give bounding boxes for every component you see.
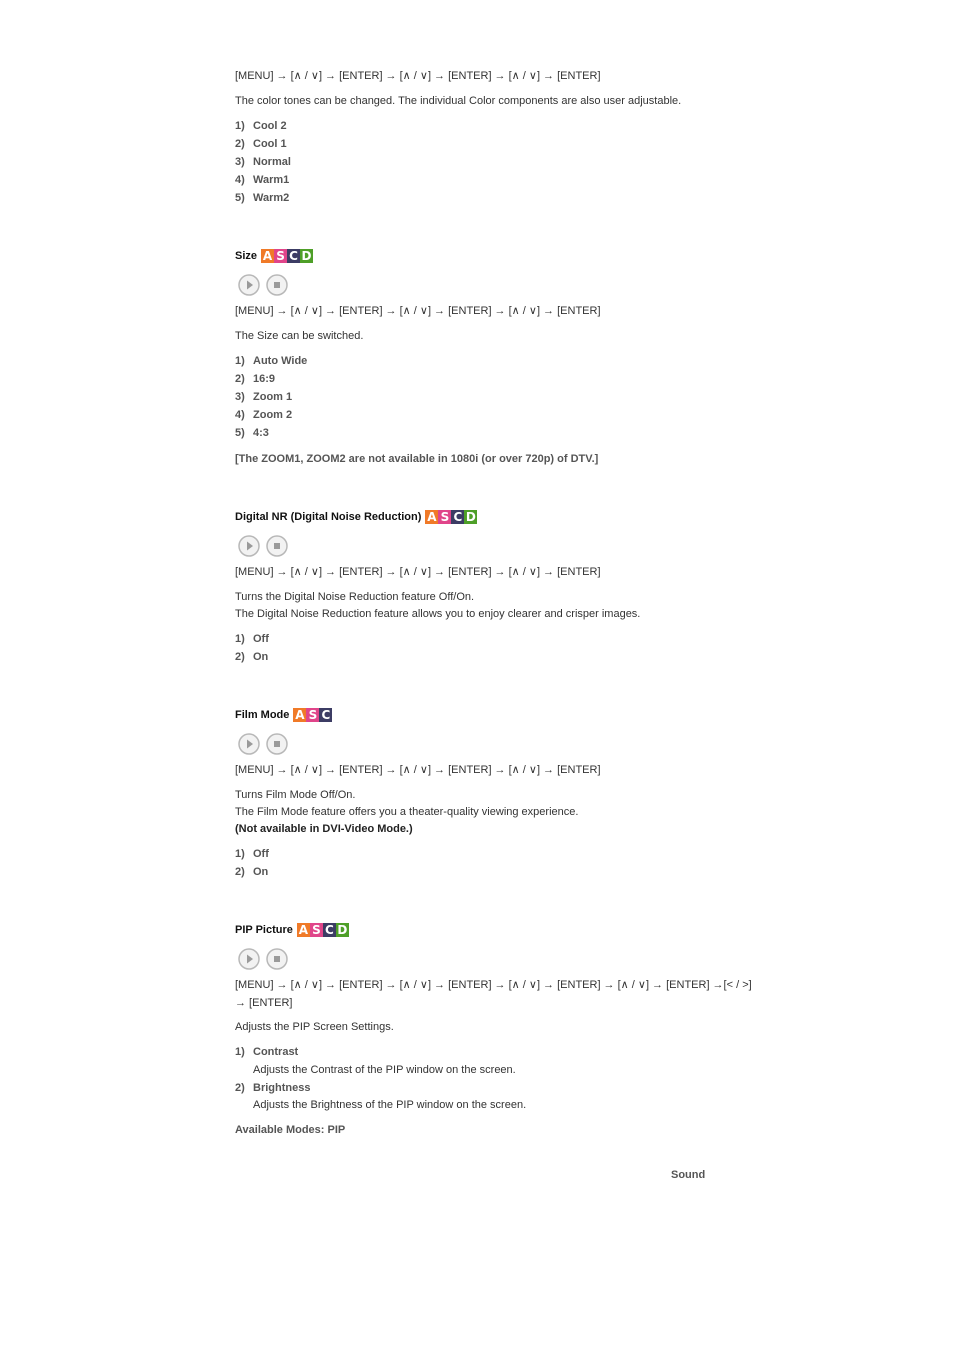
option-label: Warm1 — [253, 174, 290, 186]
option-number: 3) — [235, 156, 245, 168]
dnr-menu-path: [MENU] → [∧ / ∨] → [ENTER] → [∧ / ∨] → [ENTER] → [∧ / ∨] → [ENTER] — [235, 566, 601, 578]
option-label: Off — [253, 848, 269, 860]
mode-badge-s: S — [310, 923, 323, 937]
option-item — [235, 119, 287, 133]
option-label: Warm2 — [253, 192, 290, 204]
option-label: Brightness — [253, 1082, 311, 1094]
option-number: 4) — [235, 174, 245, 186]
mode-badge-d: D — [337, 923, 348, 937]
stop-icon[interactable] — [266, 948, 288, 970]
option-item — [235, 390, 292, 404]
mode-badge-d: D — [465, 510, 476, 524]
play-icon[interactable] — [238, 535, 260, 557]
pip-heading — [235, 922, 349, 938]
colortone-menu-path: [MENU] → [∧ / ∨] → [ENTER] → [∧ / ∨] → [ENTER] → [∧ / ∨] → [ENTER] — [235, 70, 601, 82]
option-label: Zoom 1 — [253, 391, 293, 403]
pip-available-modes: Available Modes: PIP — [235, 1124, 346, 1136]
next-section-link[interactable]: Sound — [671, 1169, 706, 1181]
size-menu-path: [MENU] → [∧ / ∨] → [ENTER] → [∧ / ∨] → [ENTER] → [∧ / ∨] → [ENTER] — [235, 305, 601, 317]
option-number: 5) — [235, 192, 245, 204]
option-item — [235, 650, 268, 664]
mode-badge-c: C — [323, 923, 336, 937]
option-label: On — [253, 651, 269, 663]
film-note: (Not available in DVI-Video Mode.) — [235, 823, 413, 835]
play-icon[interactable] — [238, 733, 260, 755]
option-item — [235, 1081, 310, 1095]
dnr-heading — [235, 509, 477, 525]
option-description: Adjusts the Contrast of the PIP window on the screen. — [253, 1064, 516, 1076]
section-title: Digital NR (Digital Noise Reduction) — [235, 511, 422, 523]
mode-badge-a: A — [427, 510, 437, 524]
option-item — [235, 173, 289, 187]
play-icon[interactable] — [238, 274, 260, 296]
option-item — [235, 1045, 298, 1059]
option-number: 4) — [235, 409, 245, 421]
dnr-description: Turns the Digital Noise Reduction feature Off/On. — [235, 591, 475, 603]
media-controls — [238, 273, 288, 297]
option-item — [235, 408, 292, 422]
option-label: Auto Wide — [253, 355, 308, 367]
option-item — [235, 191, 289, 205]
option-item — [235, 632, 269, 646]
option-number: 1) — [235, 120, 245, 132]
size-description: The Size can be switched. — [235, 330, 364, 342]
mode-badge-a: A — [295, 708, 305, 722]
colortone-description: The color tones can be changed. The individual Color components are also user adjustable. — [235, 95, 682, 107]
option-number: 1) — [235, 1046, 245, 1058]
mode-badges — [425, 510, 477, 524]
section-title: PIP Picture — [235, 924, 293, 936]
size-heading — [235, 248, 313, 264]
option-label: 16:9 — [253, 373, 276, 385]
play-icon[interactable] — [238, 948, 260, 970]
mode-badges — [297, 923, 349, 937]
option-number: 2) — [235, 373, 245, 385]
stop-icon[interactable] — [266, 274, 288, 296]
mode-badge-s: S — [306, 708, 319, 722]
option-label: On — [253, 866, 269, 878]
option-item — [235, 155, 291, 169]
option-number: 2) — [235, 138, 245, 150]
mode-badge-s: S — [274, 249, 287, 263]
film-heading — [235, 707, 332, 723]
pip-menu-path: → [ENTER] — [235, 997, 293, 1009]
option-item — [235, 847, 269, 861]
section-title: Film Mode — [235, 709, 290, 721]
media-controls — [238, 534, 288, 558]
option-description: Adjusts the Brightness of the PIP window on the screen. — [253, 1099, 527, 1111]
mode-badge-c: C — [287, 249, 300, 263]
option-number: 3) — [235, 391, 245, 403]
pip-menu-path: [MENU] → [∧ / ∨] → [ENTER] → [∧ / ∨] → [ENTER] → [∧ / ∨] → [ENTER] → [∧ / ∨] → [ENTER] →[< / >] — [235, 979, 752, 991]
section-title: Size — [235, 250, 258, 262]
media-controls — [238, 732, 288, 756]
mode-badges — [293, 708, 332, 722]
option-item — [235, 137, 287, 151]
option-label: Contrast — [253, 1046, 299, 1058]
option-label: Zoom 2 — [253, 409, 293, 421]
option-number: 2) — [235, 1082, 245, 1094]
dnr-description: The Digital Noise Reduction feature allows you to enjoy clearer and crisper images. — [235, 608, 641, 620]
option-item — [235, 426, 269, 440]
option-label: 4:3 — [253, 427, 269, 439]
size-note: [The ZOOM1, ZOOM2 are not available in 1080i (or over 720p) of DTV.] — [235, 453, 599, 465]
media-controls — [238, 947, 288, 971]
film-menu-path: [MENU] → [∧ / ∨] → [ENTER] → [∧ / ∨] → [ENTER] → [∧ / ∨] → [ENTER] — [235, 764, 601, 776]
option-label: Cool 2 — [253, 120, 287, 132]
film-description: Turns Film Mode Off/On. — [235, 789, 356, 801]
pip-description: Adjusts the PIP Screen Settings. — [235, 1021, 394, 1033]
option-number: 1) — [235, 633, 245, 645]
option-label: Normal — [253, 156, 291, 168]
option-item — [235, 865, 268, 879]
option-item — [235, 372, 275, 386]
option-number: 1) — [235, 355, 245, 367]
stop-icon[interactable] — [266, 733, 288, 755]
mode-badge-d: D — [301, 249, 312, 263]
mode-badge-a: A — [262, 249, 273, 263]
mode-badge-s: S — [438, 510, 451, 524]
option-label: Cool 1 — [253, 138, 287, 150]
mode-badge-c: C — [319, 708, 332, 722]
mode-badge-a: A — [298, 923, 309, 937]
mode-badge-c: C — [451, 510, 464, 524]
option-number: 2) — [235, 866, 245, 878]
option-label: Off — [253, 633, 269, 645]
stop-icon[interactable] — [266, 535, 288, 557]
option-number: 2) — [235, 651, 245, 663]
option-number: 5) — [235, 427, 245, 439]
film-description: The Film Mode feature offers you a theater-quality viewing experience. — [235, 806, 579, 818]
mode-badges — [261, 249, 313, 263]
option-item — [235, 354, 307, 368]
option-number: 1) — [235, 848, 245, 860]
